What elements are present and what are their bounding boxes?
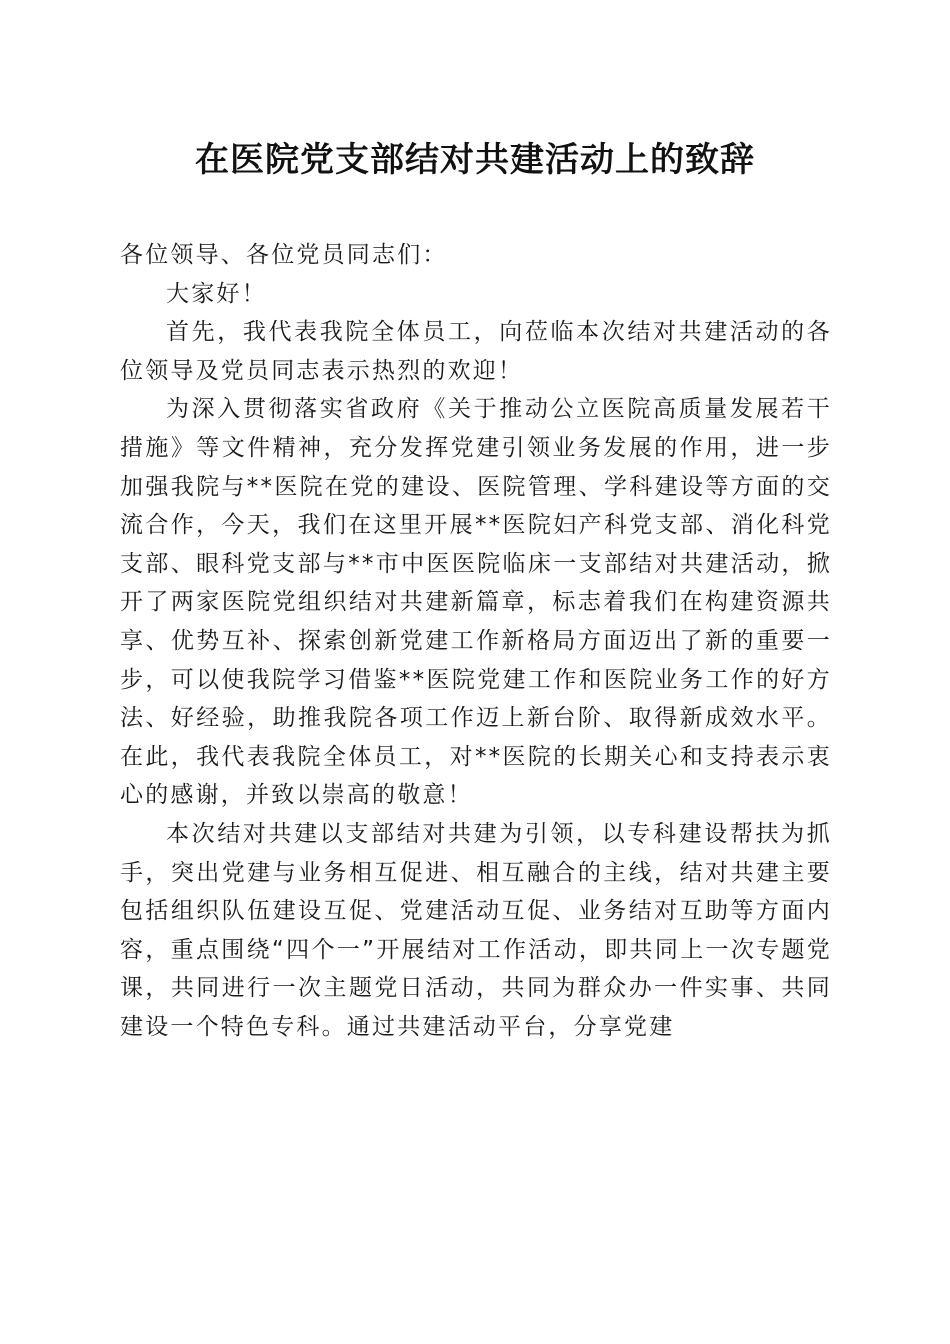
- paragraph-purpose: 为深入贯彻落实省政府《关于推动公立医院高质量发展若干措施》等文件精神，充分发挥党建引领业务发展的作用，进一步加强我院与**医院在党的建设、医院管理、学科建设等方面的交流合作，今天，我们在这里开展**医院妇产科党支部、消化科党支部、眼科党支部与**市中医医院临床一支部结对共建活动，掀开了两家医院党组织结对共建新篇章，标志着我们在构建资源共享、优势互补、探索创新党建工作新格局方面迈出了新的重要一步，可以使我院学习借鉴**医院党建工作和医院业务工作的好方法、好经验，助推我院各项工作迈上新台阶、取得新成效水平。在此，我代表我院全体员工，对**医院的长期关心和支持表示衷心的感谢，并致以崇高的敬意！: [120, 396, 832, 809]
- paragraph-content: 本次结对共建以支部结对共建为引领，以专科建设帮扶为抓手，突出党建与业务相互促进、相互融合的主线，结对共建主要包括组织队伍建设互促、党建活动互促、业务结对互助等方面内容，重点围绕“四个一”开展结对工作活动，即共同上一次专题党课，共同进行一次主题党日活动，共同为群众办一件实事、共同建设一个特色专科。通过共建活动平台，分享党建: [120, 820, 832, 1040]
- document-body: [120, 236, 832, 1046]
- document-title: 在医院党支部结对共建活动上的致辞: [195, 140, 755, 180]
- paragraph-greeting: 大家好！: [166, 280, 267, 307]
- paragraph-welcome: 首先，我代表我院全体员工，向莅临本次结对共建活动的各位领导及党员同志表示热烈的欢迎！: [120, 319, 832, 384]
- salutation: 各位领导、各位党员同志们：: [120, 242, 448, 268]
